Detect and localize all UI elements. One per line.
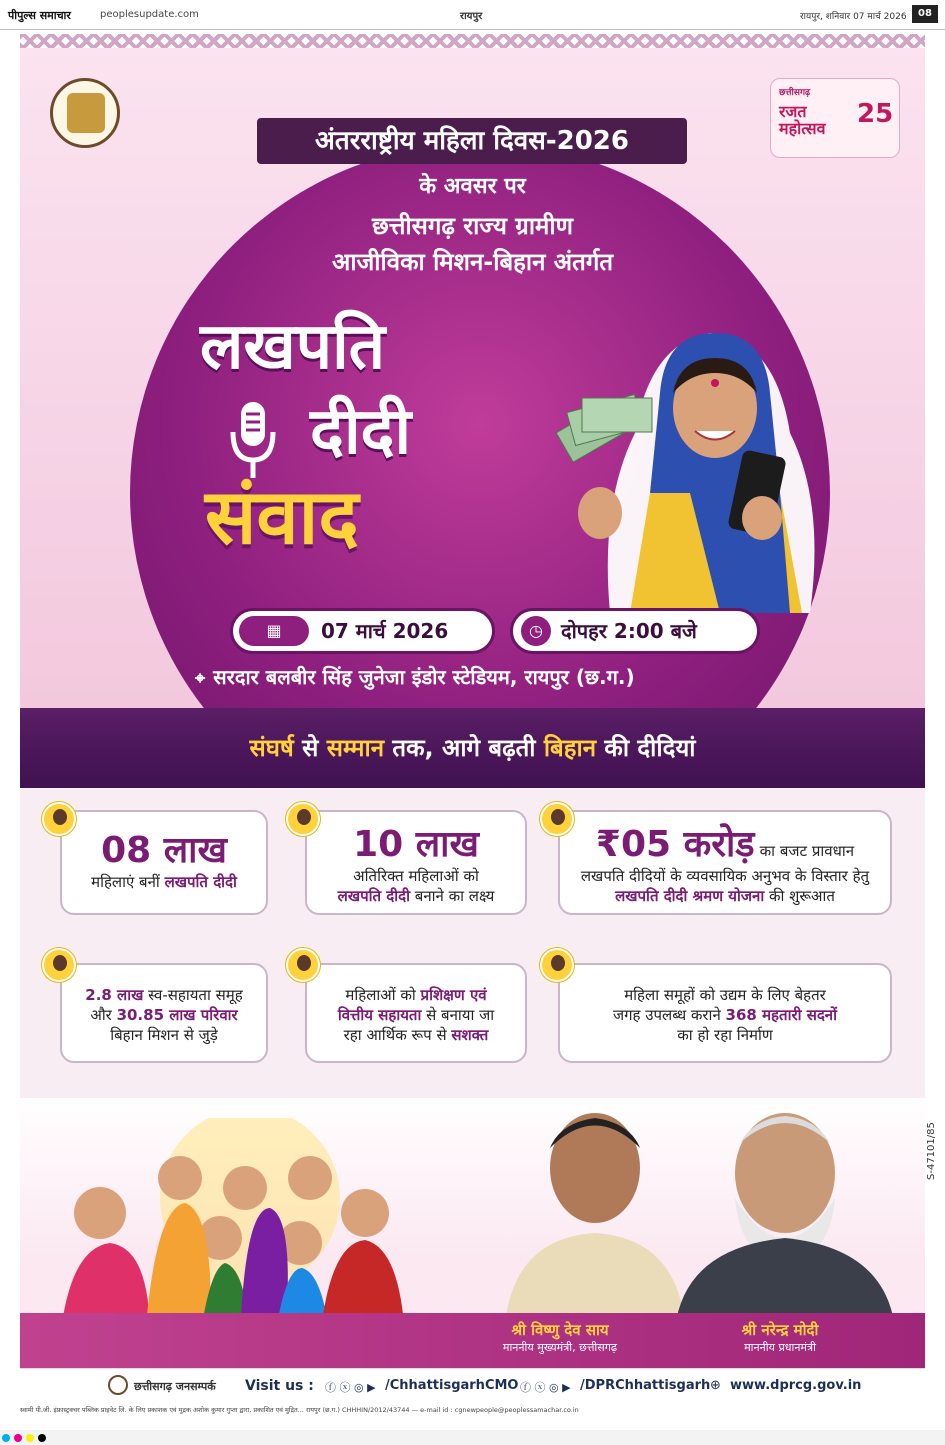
cg-government-emblem-icon: [50, 78, 120, 148]
globe-icon: ⊕: [710, 1378, 721, 1393]
prime-minister-photo: [665, 1098, 905, 1328]
janasampark-logo-icon: [108, 1375, 128, 1395]
pm-title: माननीय प्रधानमंत्री: [744, 1341, 816, 1354]
stat-card-6-line2-text: जगह उपलब्ध कराने: [612, 1006, 726, 1024]
stat-card-5-line3: [307, 1025, 525, 1045]
stat-card-5-line2-text: से बनाया जा: [421, 1006, 495, 1024]
social-icons-2[interactable]: ⓕ ⓧ ◎ ▶: [520, 1381, 571, 1394]
stat-card-4-line2: [62, 1005, 266, 1025]
stat-card-3-headline: [560, 824, 890, 866]
organiser-line: [220, 208, 725, 280]
stat-card-6: [558, 963, 892, 1063]
social-icons-1[interactable]: ⓕ ⓧ ◎ ▶: [325, 1381, 376, 1394]
stat-card-5-line3-text: रहा आर्थिक रूप से: [343, 1026, 452, 1044]
dpr-handle-link[interactable]: /DPRChhattisgarh: [580, 1378, 711, 1393]
location-pin-icon: ⌖: [195, 668, 206, 689]
edition-city: रायपुर: [460, 11, 483, 22]
organiser-line-1: छत्तीसगढ़ राज्य ग्रामीण: [372, 212, 573, 240]
stat-card-5: [305, 963, 527, 1063]
didi-avatar-icon: [286, 948, 320, 982]
didi-avatar-icon: [42, 802, 76, 836]
yellow-dot-icon: [26, 1434, 34, 1442]
edition-date: रायपुर, शनिवार 07 मार्च 2026: [800, 12, 907, 22]
stat-card-5-line1-text: महिलाओं को: [345, 986, 421, 1004]
occasion-line: के अवसर पर: [419, 174, 526, 199]
print-registration-strip: [0, 1430, 945, 1445]
slogan-text: [20, 708, 925, 788]
stat-card-1: [60, 810, 268, 915]
hero-section: [20, 48, 925, 708]
stat-card-3-sub2: [560, 886, 890, 906]
slogan-banner: [20, 708, 925, 788]
didi-avatar-icon: [540, 802, 574, 836]
stat-card-5-line3-bold: सशक्त: [451, 1026, 489, 1044]
cm-name: श्री विष्णु देव साय: [511, 1321, 609, 1339]
stat-card-4-line1-text: स्व-सहायता समूह: [143, 986, 243, 1004]
stat-card-5-line1-bold: प्रशिक्षण एवं: [420, 986, 487, 1004]
clock-icon: ◷: [521, 616, 551, 646]
stat-card-5-line2: [307, 1005, 525, 1025]
didi-avatar-icon: [286, 802, 320, 836]
stat-card-2-sub2-text: बनाने का लक्ष्य: [409, 887, 495, 905]
event-time: दोपहर 2:00 बजे: [561, 619, 697, 643]
stat-card-6-line2-bold: 368 महतारी सदनों: [725, 1006, 838, 1024]
page-number: 08: [912, 5, 938, 23]
stat-card-2-sub2-bold: लखपति दीदी: [337, 887, 410, 905]
stat-card-1-head: 08 लाख: [101, 830, 227, 871]
stat-card-1-sub-text: महिलाएं बनीं: [91, 873, 165, 891]
lakhpati-didi-illustration: [540, 303, 840, 623]
black-dot-icon: [38, 1434, 46, 1442]
badge-number: 25: [857, 99, 894, 129]
slogan-part-2: से: [293, 734, 327, 762]
stat-card-3-head: ₹05 करोड़: [595, 824, 755, 865]
decorative-pattern: [20, 34, 925, 48]
stat-card-4-line3: बिहान मिशन से जुड़े: [110, 1026, 218, 1044]
rajat-mahotsav-badge: [770, 78, 900, 158]
leaders-section: [20, 1098, 925, 1368]
stat-card-6-line3: का हो रहा निर्माण: [677, 1026, 773, 1044]
cmo-handle-link[interactable]: /ChhattisgarhCMO: [385, 1378, 519, 1393]
stat-card-3-sub2-text: की शुरूआत: [764, 887, 835, 905]
slogan-part-6: की दीदियां: [596, 734, 696, 762]
stat-card-6-line1: महिला समूहों को उद्यम के लिए बेहतर: [624, 986, 826, 1004]
stat-card-2-sub1: अतिरिक्त महिलाओं को: [353, 867, 479, 885]
headline-word-3: संवाद: [205, 472, 359, 561]
slogan-part-4: तक, आगे बढ़ती: [384, 734, 544, 762]
website-link[interactable]: www.dprcg.gov.in: [730, 1378, 862, 1393]
event-title-box: अंतरराष्ट्रीय महिला दिवस-2026: [257, 118, 687, 164]
stat-card-1-sub-bold: लखपति दीदी: [164, 873, 237, 891]
didi-avatar-icon: [42, 948, 76, 982]
stat-card-3-sub1: लखपति दीदियों के व्यवसायिक अनुभव के विस्तार हेतु: [580, 867, 870, 885]
stat-card-4-line2-bold: 30.85 लाख परिवार: [116, 1006, 238, 1024]
badge-label: छत्तीसगढ़: [779, 88, 811, 98]
headline-word-1: लखपति: [200, 310, 386, 384]
stat-card-3-tail: का बजट प्रावधान: [759, 842, 855, 860]
cyan-dot-icon: [2, 1434, 10, 1442]
stat-card-4-line2-text: और: [90, 1006, 117, 1024]
stat-card-3-sub2-bold: लखपति दीदी श्रमण योजना: [615, 887, 765, 905]
venue-text: सरदार बलबीर सिंह जुनेजा इंडोर स्टेडियम, रायपुर (छ.ग.): [213, 665, 635, 689]
pm-name: श्री नरेन्द्र मोदी: [741, 1321, 819, 1339]
social-footer: [20, 1368, 925, 1404]
stat-card-4-line1: [62, 985, 266, 1005]
newspaper-brand: पीपुल्स समाचार: [8, 9, 71, 22]
headline-word-2: दीदी: [310, 395, 412, 469]
organiser-line-2: आजीविका मिशन-बिहान अंतर्गत: [331, 248, 614, 276]
masthead-strip: [0, 0, 945, 30]
stat-card-5-line1: [307, 985, 525, 1005]
stat-card-4: [60, 963, 268, 1063]
achievements-section: [20, 788, 925, 1098]
stat-card-6-line2: [560, 1005, 890, 1025]
calendar-icon: ▦: [239, 616, 309, 646]
magenta-dot-icon: [14, 1434, 22, 1442]
cm-title: माननीय मुख्यमंत्री, छत्तीसगढ़: [502, 1341, 618, 1354]
stat-card-4-line1-bold: 2.8 लाख: [85, 986, 144, 1004]
newspaper-url[interactable]: peoplesupdate.com: [100, 9, 199, 20]
stat-card-1-sub: [62, 872, 266, 892]
event-time-pill: [510, 608, 760, 654]
event-date: 07 मार्च 2026: [321, 619, 449, 643]
didi-avatar-icon: [540, 948, 574, 982]
slogan-highlight-3: बिहान: [543, 734, 597, 762]
stat-card-2: [305, 810, 527, 915]
event-date-pill: [230, 608, 495, 654]
visit-label: Visit us :: [245, 1378, 314, 1394]
slogan-highlight-2: सम्मान: [326, 734, 385, 762]
stat-card-2-head: 10 लाख: [353, 824, 479, 865]
emblem-center-icon: [67, 93, 105, 133]
stat-card-5-line2-bold: वित्तीय सहायता: [337, 1006, 422, 1024]
stat-card-3: [558, 810, 892, 915]
badge-title: रजत महोत्सव: [779, 102, 826, 138]
stat-card-2-sub2: [307, 886, 525, 906]
ad-release-code: S-47101/85: [926, 1122, 937, 1180]
janasampark-label: छत्तीसगढ़ जनसम्पर्क: [134, 1380, 216, 1393]
slogan-highlight-1: संघर्ष: [249, 734, 294, 762]
women-group-illustration: [40, 1118, 460, 1338]
imprint-fineprint: स्वामी पी.जी. इंफ्रास्ट्रक्चर पब्लिक प्राइवेट लि. के लिए प्रकाशक एवं मुद्रक अशोक कुमार गुप्ता द्वारा, प्रकाशित एवं मुद्रित... रायपुर (छ.ग.) CHHHIN/2012/43744 — e-mail id : cgnewpeople@peoplessamachar.co.in: [20, 1406, 579, 1414]
event-venue: [195, 663, 795, 690]
